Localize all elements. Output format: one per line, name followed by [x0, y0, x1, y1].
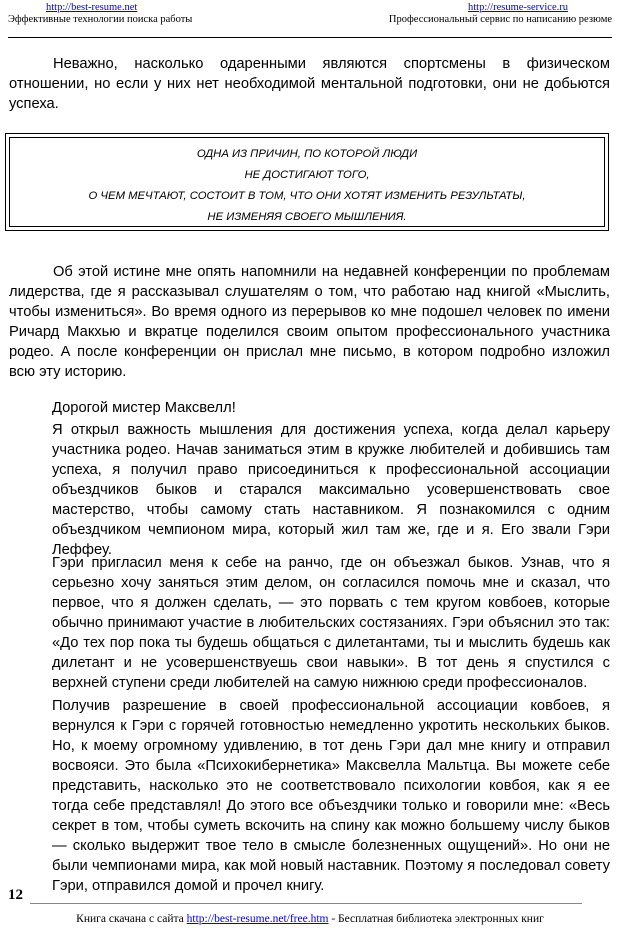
quote-box-inner [9, 137, 605, 227]
quote-line-2: НЕ ДОСТИГАЮТ ТОГО, [244, 169, 370, 181]
paragraph-intro: Неважно, насколько одаренными являются спортсмены в физическом отношении, но если у них нет необходимой ментальной подготовки, они не добьются успеха. [9, 56, 610, 112]
header-left-caption: Эффективные технологии поиска работы [8, 14, 193, 25]
footer-link[interactable]: http://best-resume.net/free.htm [186, 913, 329, 925]
header-left-link[interactable]: http://best-resume.net [46, 2, 138, 13]
letter-greeting: Дорогой мистер Максвелл! [52, 400, 236, 416]
quote-box [5, 133, 609, 231]
quote-line-1: ОДНА ИЗ ПРИЧИН, ПО КОТОРОЙ ЛЮДИ [196, 148, 418, 160]
footer-prefix: Книга скачана с сайта [76, 913, 187, 925]
letter-paragraph-3: Получив разрешение в своей профессиональной ассоциации ковбоев, я вернулся к Гэри с горячей готовностью немедленно укротить нескольких быков. Но, к моему огромному удивлению, в тот день Гэри дал мне книгу и отправил восвояси. Это была «Психокибернетика» Максвелла Мальтца. Вы можете себе представить, насколько это не соответствовало психологии ковбоя, как я ее тогда себе представлял! До этого все объездчики только и говорили мне: «Весь секрет в том, чтобы суметь вскочить на спину как можно большему числу быков — сколько выдержит твое тело в смысле болезненных ощущений». Но они не были чемпионами мира, как мой новый наставник. Поэтому я последовал совету Гэри, отправился домой и прочел книгу. [52, 698, 610, 894]
letter-paragraph-1: Я открыл важность мышления для достижения успеха, когда делал карьеру участника родео. Начав заниматься этим в кружке любителей и добившись там успеха, я получил право присоединиться к профессиональной ассоциации объездчиков быков и старался максимально усовершенствовать свое мастерство, чтобы самому стать наставником. Я познакомился с одним объездчиком чемпионом мира, который жил там же, где и я. Его звали Гэри Леффеу. [52, 422, 610, 558]
page-number: 12 [8, 887, 23, 903]
paragraph-conference: Об этой истине мне опять напомнили на недавней конференции по проблемам лидерства, где я рассказывал слушателям о том, что работаю над книгой «Мыслить, чтобы измениться». Во время одного из перерывов ко мне подошел человек по имени Ричард Макхью и вкратце поделился своим опытом профессионального участника родео. А после конференции он прислал мне письмо, в котором подробно изложил всю эту историю. [9, 264, 610, 380]
quote-line-3: О ЧЕМ МЕЧТАЮТ, СОСТОИТ В ТОМ, ЧТО ОНИ ХОТЯТ ИЗМЕНИТЬ РЕЗУЛЬТАТЫ, [88, 190, 526, 202]
header-divider [8, 37, 612, 38]
header-right-caption: Профессиональный сервис по написанию резюме [388, 14, 612, 25]
quote-line-4: НЕ ИЗМЕНЯЯ СВОЕГО МЫШЛЕНИЯ. [207, 211, 407, 223]
footer-text [0, 913, 620, 925]
footer-suffix: - Бесплатная библиотека электронных книг [328, 913, 544, 925]
footer-divider [30, 903, 582, 904]
letter-paragraph-2: Гэри пригласил меня к себе на ранчо, где он объезжал быков. Узнав, что я серьезно хочу заняться этим делом, он согласился помочь мне и сказал, что первое, что я должен сделать, — это порвать с тем кругом ковбоев, которые обычно принимают участие в любительских состязаниях. Гэри объяснил это так: «До тех пор пока ты будешь общаться с дилетантами, ты и мыслить будешь как дилетант и не усовершенствуешь свои навыки». В тот день я спустился с верхней ступени среди любителей на самую нижнюю среди профессионалов. [52, 555, 610, 691]
header-right-link[interactable]: http://resume-service.ru [467, 2, 568, 13]
